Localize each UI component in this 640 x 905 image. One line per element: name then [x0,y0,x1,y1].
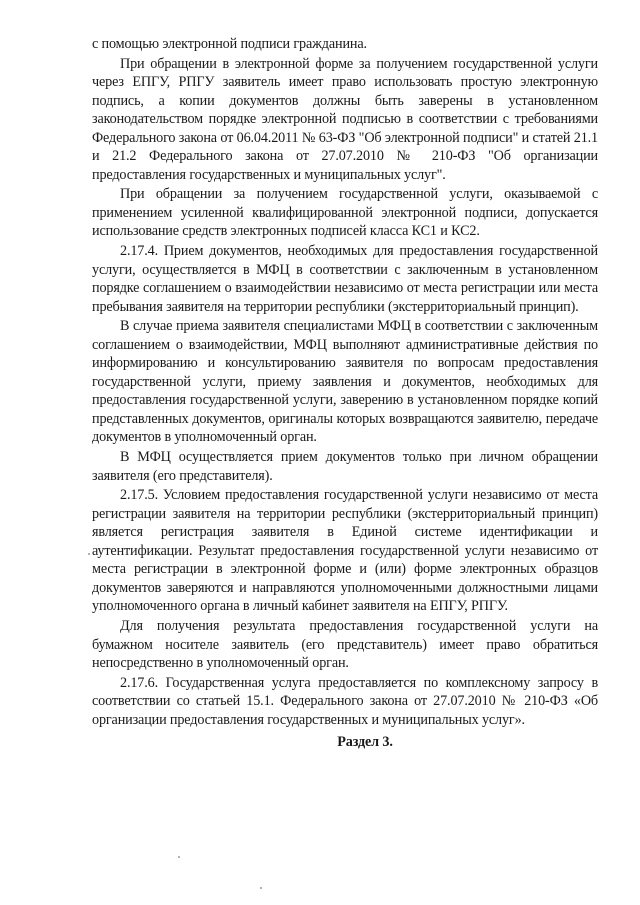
paragraph-continuation: с помощью электронной подписи гражданина. [92,36,367,52]
paragraph-qualified-signature: При обращении за получением государственной услуги, оказываемой с применением усиленной квалифицированной электронной подписи, допускается использование средств электронных подписей класса КС1 и КС2. [92,186,598,240]
paragraph-2-17-6: 2.17.6. Государственная услуга предоставляется по комплексному запросу в соответствии со статьей 15.1. Федерального закона от 27.07.2010 № 210-ФЗ «Об организации предоставления государственных и муниципальных услуг». [92,674,598,728]
section-heading: Раздел 3. [337,734,393,751]
paragraph-electronic-form: При обращении в электронной форме за получением государственной услуги через ЕПГУ, РПГУ заявитель имеет право использовать простую электронную подпись, а копии документов должны быть заверены в установленном законодательством порядке электронной подписью в соответствии с требованиями Федерального закона от 06.04.2011 № 63-ФЗ "Об электронной подписи" и статей 21.1 и 21.2 Федерального закона от 27.07.2010 № 210-ФЗ "Об организации предоставления государственных и муниципальных услуг". [92,55,598,183]
paragraph-mfc-personal: В МФЦ осуществляется прием документов только при личном обращении заявителя (его представителя). [92,449,598,484]
scan-speck [178,856,180,858]
scan-speck [260,887,262,889]
document-body [92,35,598,752]
scan-speck [88,553,90,555]
paragraph-2-17-4: 2.17.4. Прием документов, необходимых для предоставления государственной услуги, осуществляется в МФЦ в соответствии с заключенным в установленном порядке соглашением о взаимодействии независимо от места регистрации или места пребывания заявителя на территории республики (экстерриториальный принцип). [92,243,598,315]
paragraph-paper-result: Для получения результата предоставления государственной услуги на бумажном носителе заявитель (его представитель) имеет право обратиться непосредственно в уполномоченный орган. [92,617,598,672]
paragraph-mfc-actions: В случае приема заявителя специалистами МФЦ в соответствии с заключенным соглашением о взаимодействии, МФЦ выполняют административные действия по информированию и консультированию заявителя по вопросам предоставления государственной услуги, приему заявления и документов, необходимых для предоставления государственной услуги, заверению в установленном порядке копий представленных документов, оригиналы которых возвращаются заявителю, передаче документов в уполномоченный орган. [92,318,598,446]
paragraph-2-17-5: 2.17.5. Условием предоставления государственной услуги независимо от места регистрации заявителя на территории республики (экстерриториальный принцип) является регистрация заявителя в Единой системе идентификации и аутентификации. Результат предоставления государственной услуги независимо от места регистрации в электронной форме и (или) форме электронных образцов документов заверяются и направляются уполномоченными должностными лицами уполномоченного органа в личный кабинет заявителя на ЕПГУ, РПГУ. [92,487,598,615]
